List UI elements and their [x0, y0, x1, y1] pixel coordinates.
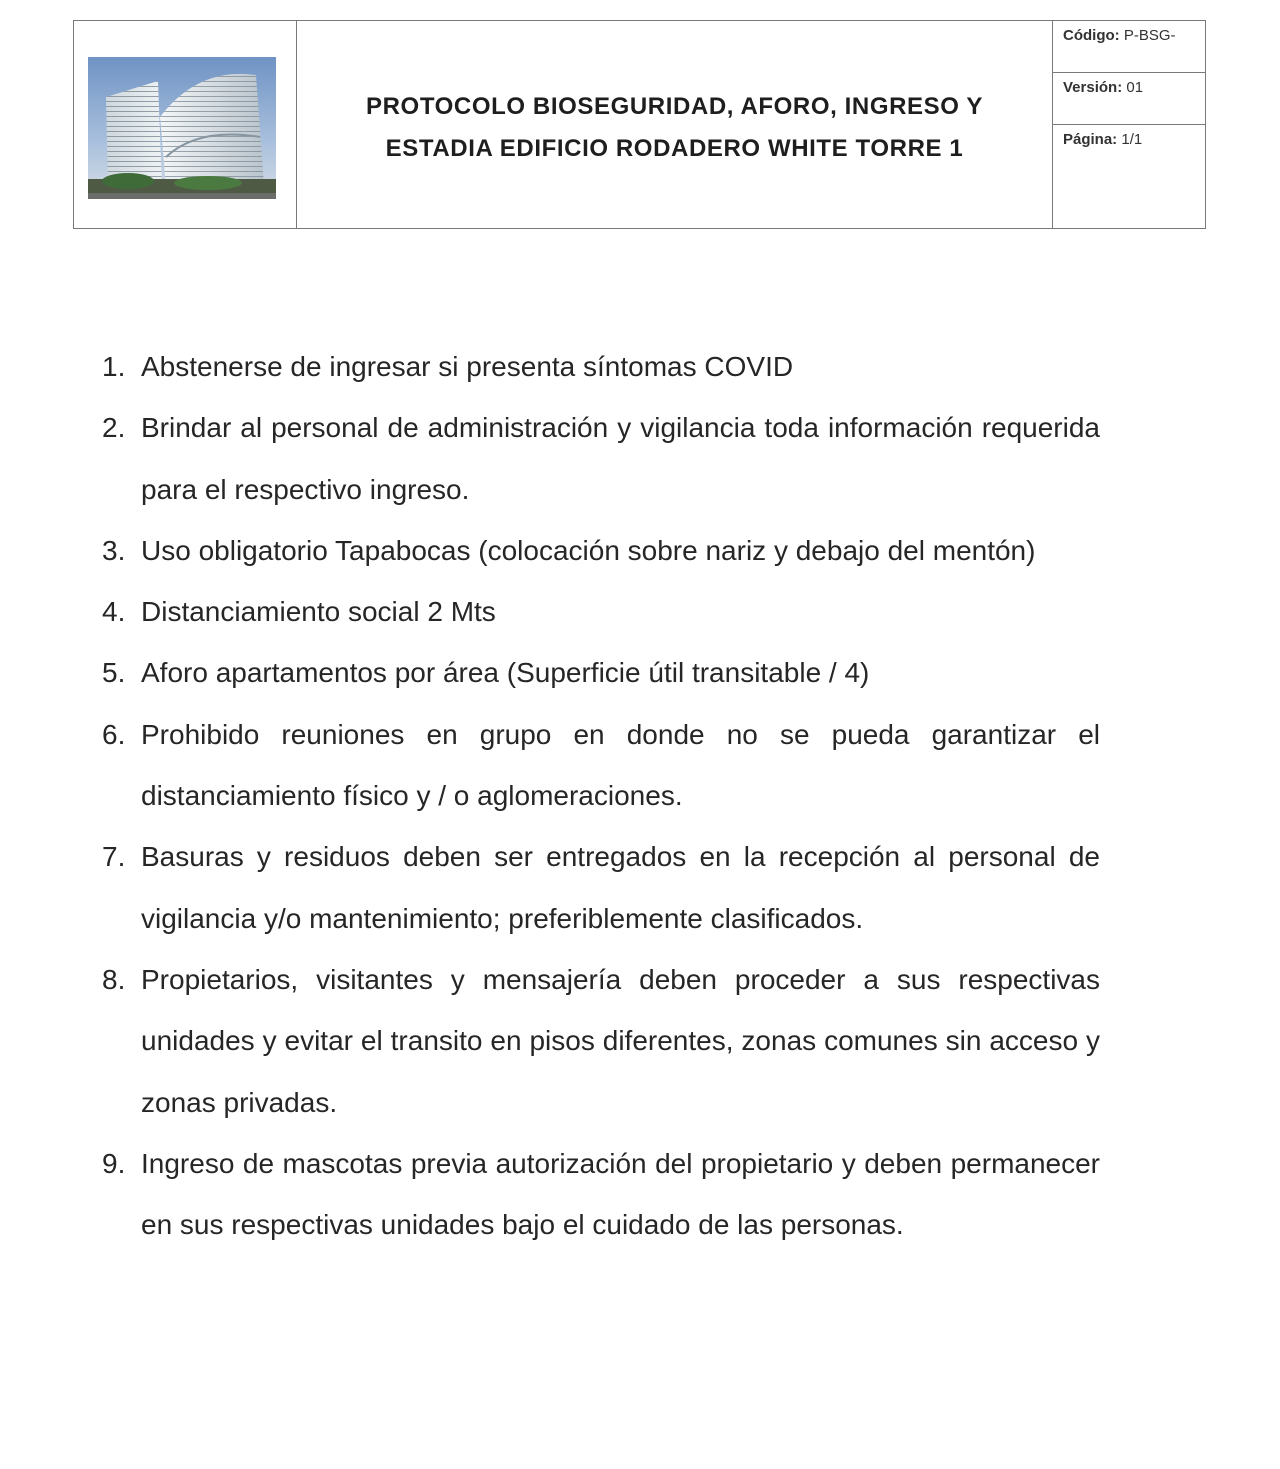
rule-number: 2. [102, 412, 126, 444]
document-title-cell [297, 21, 1053, 228]
rules-list [100, 336, 1100, 1255]
rule-number: 9. [102, 1147, 126, 1179]
logo-cell [74, 21, 297, 228]
rule-text: Aforo apartamentos por área (Superficie útil transitable / 4) [141, 657, 870, 689]
rule-text: Prohibido reuniones en grupo en donde no se pueda garantizar el distanciamiento físico y / o aglomeraciones. [141, 718, 1100, 812]
rule-item [100, 336, 1100, 397]
building-photo [88, 57, 276, 199]
version-row [1053, 73, 1205, 125]
rule-number: 6. [102, 718, 126, 750]
document-meta-cell [1053, 21, 1205, 228]
rule-number: 7. [102, 841, 126, 873]
rule-item [100, 826, 1100, 949]
version-label: Versión: [1063, 79, 1123, 96]
rule-item [100, 704, 1100, 827]
rule-item [100, 520, 1100, 581]
document-header-table [73, 20, 1206, 229]
rule-text: Abstenerse de ingresar si presenta síntomas COVID [141, 351, 794, 382]
rule-text: Brindar al personal de administración y vigilancia toda información requerida para el respectivo ingreso. [141, 412, 1100, 505]
document-title-line-2: ESTADIA EDIFICIO RODADERO WHITE TORRE 1 [385, 134, 964, 162]
rule-item [100, 397, 1100, 520]
rule-text: Ingreso de mascotas previa autorización del propietario y deben permanecer en sus respectivas unidades bajo el cuidado de las personas. [141, 1147, 1100, 1241]
codigo-label: Código: [1063, 27, 1120, 44]
codigo-value: P-BSG- [1123, 27, 1176, 44]
rule-number: 1. [102, 351, 126, 382]
rule-number: 4. [102, 596, 126, 628]
version-value: 01 [1126, 79, 1144, 96]
document-title-line-1: PROTOCOLO BIOSEGURIDAD, AFORO, INGRESO Y [366, 92, 983, 120]
rule-text: Uso obligatorio Tapabocas (colocación sobre nariz y debajo del mentón) [141, 534, 1036, 566]
rule-item [100, 581, 1100, 642]
codigo-row [1053, 21, 1205, 73]
rule-number: 8. [102, 963, 126, 995]
pagina-label: Página: [1063, 131, 1118, 148]
rule-text: Propietarios, visitantes y mensajería deben proceder a sus respectivas unidades y evitar el transito en pisos diferentes, zonas comunes sin acceso y zonas privadas. [141, 963, 1100, 1118]
rule-text: Basuras y residuos deben ser entregados en la recepción al personal de vigilancia y/o mantenimiento; preferiblemente clasificados. [141, 841, 1100, 934]
rule-text: Distanciamiento social 2 Mts [141, 596, 496, 628]
rule-number: 5. [102, 657, 126, 689]
rule-item [100, 949, 1100, 1133]
rule-item [100, 642, 1100, 703]
rule-number: 3. [102, 534, 126, 566]
pagina-row [1053, 125, 1205, 228]
pagina-value: 1/1 [1121, 131, 1143, 148]
rule-item [100, 1133, 1100, 1256]
